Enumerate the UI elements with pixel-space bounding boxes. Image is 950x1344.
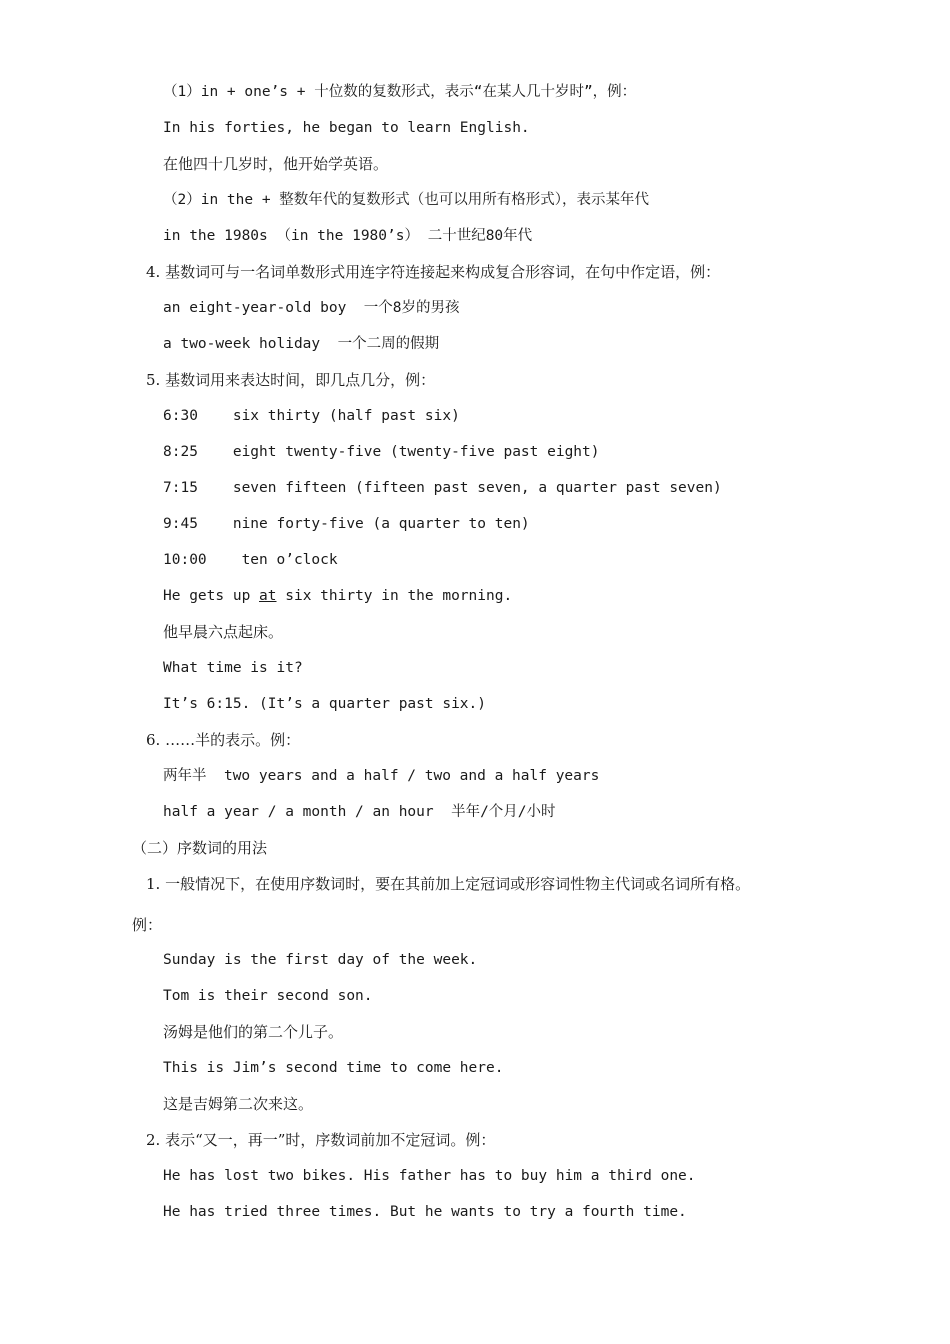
section-heading: （二）序数词的用法 <box>132 839 268 857</box>
underlined-word: at <box>259 588 277 604</box>
text-line: a two-week holiday 一个二周的假期 <box>163 336 440 352</box>
text-line: 他早晨六点起床。 <box>163 623 284 641</box>
text-line: In his forties, he began to learn English. <box>163 120 530 136</box>
text-line: half a year / a month / an hour 半年/个月/小时 <box>163 804 556 820</box>
list-item-heading: 5. 基数词用来表达时间，即几点几分，例： <box>146 371 436 389</box>
text-segment: six thirty in the morning. <box>276 588 513 604</box>
list-item-heading: 1. 一般情况下，在使用序数词时，要在其前加上定冠词或形容词性物主代词或名词所有格。 <box>146 875 751 893</box>
text-line: 8:25 eight twenty-five (twenty-five past eight) <box>163 444 600 460</box>
text-line: 6:30 six thirty (half past six) <box>163 408 460 424</box>
list-item-heading: 4. 基数词可与一名词单数形式用连字符连接起来构成复合形容词，在句中作定语，例： <box>146 263 721 281</box>
text-line: 7:15 seven fifteen (fifteen past seven, a quarter past seven) <box>163 480 722 496</box>
text-line: 这是吉姆第二次来这。 <box>163 1095 314 1113</box>
text-line: 汤姆是他们的第二个儿子。 <box>163 1023 344 1041</box>
text-line: 9:45 nine forty-five (a quarter to ten) <box>163 516 530 532</box>
text-line: 两年半 two years and a half / two and a half years <box>163 768 600 784</box>
text-line: He has tried three times. But he wants to try a fourth time. <box>163 1204 687 1220</box>
text-line: （1）in + one’s + 十位数的复数形式，表示“在某人几十岁时”，例： <box>163 84 637 100</box>
text-line: 在他四十几岁时，他开始学英语。 <box>163 155 389 173</box>
list-item-heading: 2. 表示“又一，再一”时，序数词前加不定冠词。例： <box>146 1131 496 1149</box>
text-line: （2）in the + 整数年代的复数形式（也可以用所有格形式），表示某年代 <box>163 192 650 208</box>
text-line: 例： <box>132 916 163 934</box>
text-line <box>163 586 512 606</box>
text-line: What time is it? <box>163 660 303 676</box>
text-line: Sunday is the first day of the week. <box>163 952 478 968</box>
text-line: 10:00 ten o’clock <box>163 552 338 568</box>
text-line: He has lost two bikes. His father has to buy him a third one. <box>163 1168 696 1184</box>
text-line: an eight-year-old boy 一个8岁的男孩 <box>163 300 460 316</box>
text-segment: He gets up <box>163 588 260 604</box>
list-item-heading: 6. ……半的表示。例： <box>146 731 301 749</box>
text-line: This is Jim’s second time to come here. <box>163 1060 504 1076</box>
text-line: It’s 6:15. (It’s a quarter past six.) <box>163 696 487 712</box>
text-line: in the 1980s （in the 1980’s） 二十世纪80年代 <box>163 228 533 244</box>
text-line: Tom is their second son. <box>163 988 373 1004</box>
